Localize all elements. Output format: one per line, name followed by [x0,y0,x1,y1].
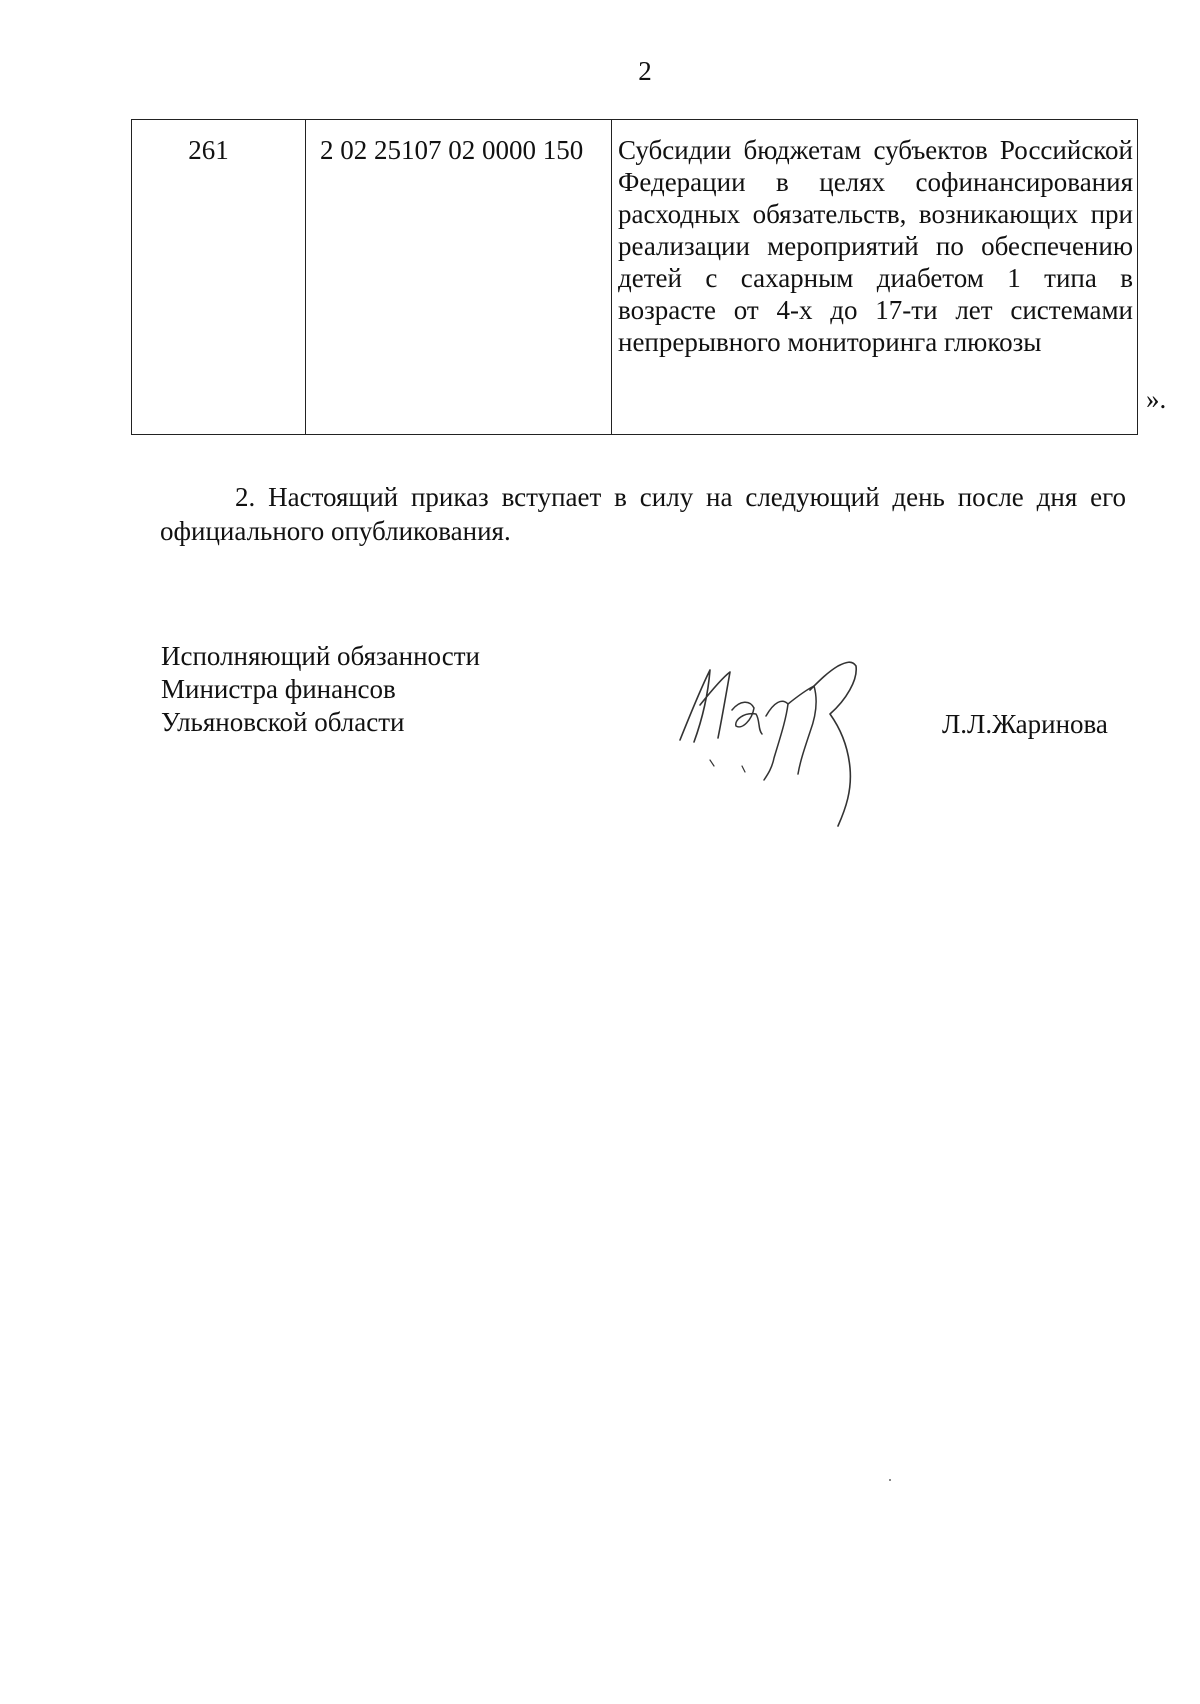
table-row [132,120,1138,435]
description-cell: Субсидии бюджетам субъектов Российской Федерации в целях софинансирования расходных обязательств, возникающих при реализации мероприятий по обеспечению детей с сахарным диабетом 1 типа в возрасте от 4-х до 17-ти лет системами непрерывного мониторинга глюкозы [612,120,1138,435]
position-line: Министра финансов [161,674,396,704]
position-line: Ульяновской области [161,707,405,737]
page-number: 2 [638,56,652,86]
budget-code-table [131,119,1138,435]
closing-quote-mark: ». [1146,384,1167,414]
signer-name: Л.Л.Жаринова [942,709,1108,739]
signer-position [161,640,480,739]
position-line: Исполняющий обязанности [161,641,480,671]
scan-speck [889,1479,891,1481]
row-number-cell: 261 [132,120,306,435]
budget-code-cell: 2 02 25107 02 0000 150 [306,120,612,435]
effective-date-paragraph: 2. Настоящий приказ вступает в силу на следующий день после дня его официального опубликования. [160,482,1126,546]
handwritten-signature [670,650,910,830]
